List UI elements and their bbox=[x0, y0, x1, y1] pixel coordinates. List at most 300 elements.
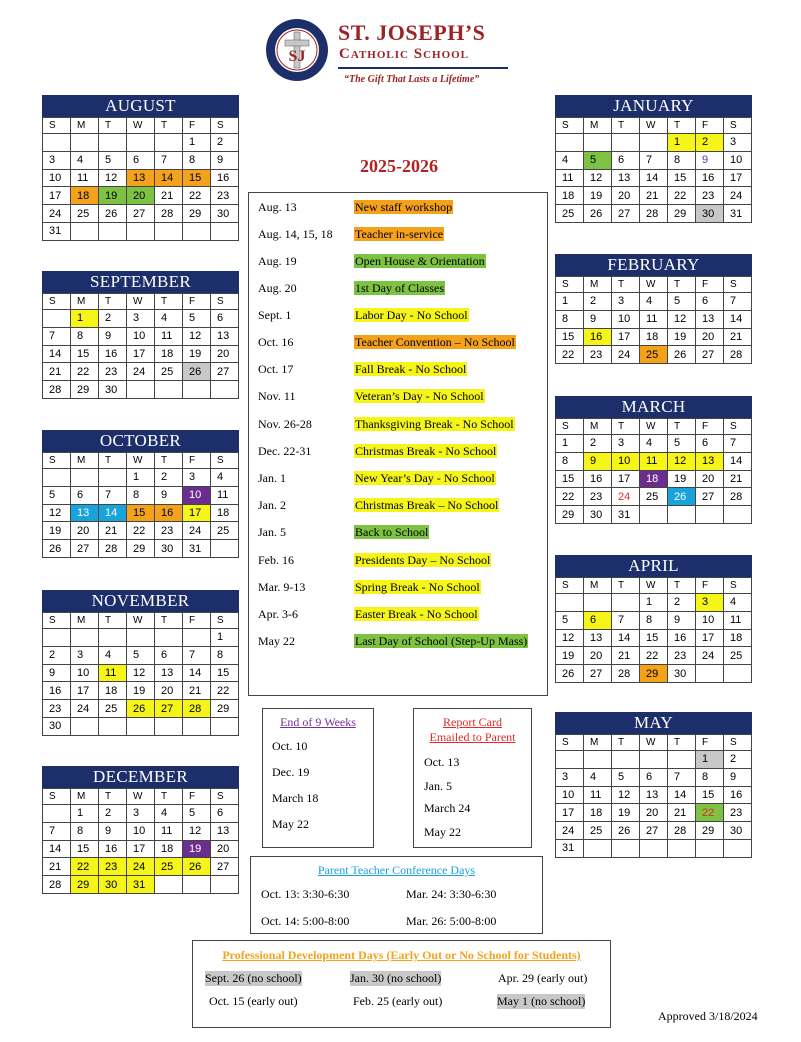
calendar-day: 8 bbox=[211, 646, 239, 664]
calendar-day: 19 bbox=[183, 840, 211, 858]
calendar-day: 25 bbox=[155, 363, 183, 381]
calendar-empty-cell bbox=[99, 469, 127, 487]
calendar-day: 29 bbox=[696, 822, 724, 840]
event-description bbox=[354, 334, 534, 351]
calendar-day: 21 bbox=[640, 187, 668, 205]
event-description bbox=[354, 416, 534, 433]
calendar-day: 3 bbox=[183, 469, 211, 487]
calendar-day: 17 bbox=[183, 504, 211, 522]
calendar-day: 30 bbox=[696, 205, 724, 223]
calendar-day: 3 bbox=[612, 293, 640, 311]
calendar-day: 15 bbox=[127, 504, 155, 522]
calendar-day: 13 bbox=[696, 310, 724, 328]
calendar-day: 25 bbox=[556, 205, 584, 223]
calendar-empty-cell bbox=[640, 751, 668, 769]
calendar-day: 10 bbox=[612, 310, 640, 328]
event-date: Nov. 26-28 bbox=[258, 417, 312, 431]
calendar-empty-cell bbox=[724, 506, 752, 524]
calendar-day: 11 bbox=[584, 786, 612, 804]
weekday-header: S bbox=[556, 735, 584, 751]
calendar-day: 19 bbox=[668, 328, 696, 346]
calendar-day: 31 bbox=[724, 205, 752, 223]
calendar-day: 15 bbox=[668, 169, 696, 187]
calendar-day: 18 bbox=[556, 187, 584, 205]
calendar-day: 26 bbox=[183, 363, 211, 381]
calendar-day: 13 bbox=[696, 452, 724, 470]
calendar-day: 24 bbox=[127, 363, 155, 381]
nine-weeks-date: May 22 bbox=[272, 817, 309, 831]
calendar-day: 3 bbox=[127, 805, 155, 823]
calendar-day: 14 bbox=[155, 169, 183, 187]
calendar-day: 24 bbox=[183, 522, 211, 540]
calendar-day: 8 bbox=[127, 486, 155, 504]
calendar-day: 4 bbox=[640, 435, 668, 453]
school-subtitle: Catholic School bbox=[339, 46, 470, 62]
pd-day: Apr. 29 (early out) bbox=[498, 971, 588, 985]
calendar-day: 12 bbox=[43, 504, 71, 522]
calendar-day: 21 bbox=[43, 363, 71, 381]
calendar-day: 23 bbox=[724, 804, 752, 822]
calendar-day: 12 bbox=[584, 169, 612, 187]
calendar-day: 20 bbox=[696, 328, 724, 346]
calendar-day: 19 bbox=[43, 522, 71, 540]
calendar-day: 27 bbox=[640, 822, 668, 840]
calendar-day: 29 bbox=[640, 665, 668, 683]
calendar-day: 30 bbox=[43, 717, 71, 735]
calendar-empty-cell bbox=[183, 381, 211, 399]
calendar-february bbox=[555, 254, 752, 364]
conference-time: Oct. 14: 5:00-8:00 bbox=[261, 914, 350, 928]
svg-text:SJ: SJ bbox=[288, 48, 306, 65]
calendar-day: 14 bbox=[724, 452, 752, 470]
calendar-day: 11 bbox=[71, 169, 99, 187]
weekday-header: F bbox=[696, 118, 724, 134]
weekday-header: T bbox=[155, 453, 183, 469]
calendar-day: 26 bbox=[584, 205, 612, 223]
calendar-day: 29 bbox=[127, 540, 155, 558]
school-logo bbox=[265, 18, 329, 82]
calendar-day: 30 bbox=[99, 876, 127, 894]
event-description bbox=[354, 307, 534, 324]
event-date: Sept. 1 bbox=[258, 308, 292, 322]
calendar-day: 27 bbox=[211, 858, 239, 876]
calendar-day: 4 bbox=[99, 646, 127, 664]
calendar-day: 2 bbox=[211, 134, 239, 152]
calendar-day: 7 bbox=[640, 151, 668, 169]
calendar-day: 20 bbox=[584, 647, 612, 665]
event-date: Aug. 19 bbox=[258, 254, 297, 268]
calendar-day: 11 bbox=[155, 327, 183, 345]
calendar-day: 12 bbox=[612, 786, 640, 804]
weekday-header: S bbox=[211, 294, 239, 310]
calendar-day: 22 bbox=[183, 187, 211, 205]
calendar-day: 30 bbox=[584, 506, 612, 524]
weekday-header: T bbox=[612, 578, 640, 594]
calendar-day: 28 bbox=[183, 700, 211, 718]
calendar-day: 11 bbox=[640, 452, 668, 470]
calendar-day: 4 bbox=[211, 469, 239, 487]
event-date: Feb. 16 bbox=[258, 553, 294, 567]
calendar-day: 5 bbox=[612, 768, 640, 786]
calendar-day: 2 bbox=[584, 435, 612, 453]
calendar-day: 1 bbox=[556, 293, 584, 311]
weekday-header: F bbox=[183, 789, 211, 805]
calendar-day: 14 bbox=[668, 786, 696, 804]
calendar-day: 9 bbox=[211, 151, 239, 169]
calendar-day: 19 bbox=[612, 804, 640, 822]
calendar-day: 15 bbox=[556, 328, 584, 346]
weekday-header: W bbox=[127, 453, 155, 469]
calendar-day: 4 bbox=[155, 805, 183, 823]
calendar-day: 9 bbox=[43, 664, 71, 682]
calendar-empty-cell bbox=[43, 134, 71, 152]
calendar-day: 15 bbox=[71, 345, 99, 363]
calendar-day: 22 bbox=[71, 858, 99, 876]
calendar-day: 16 bbox=[696, 169, 724, 187]
calendar-empty-cell bbox=[43, 469, 71, 487]
calendar-day: 18 bbox=[724, 629, 752, 647]
calendar-day: 21 bbox=[183, 682, 211, 700]
calendar-day: 9 bbox=[584, 452, 612, 470]
calendar-empty-cell bbox=[211, 717, 239, 735]
calendar-day: 23 bbox=[584, 488, 612, 506]
event-description-text: Christmas Break - No School bbox=[355, 444, 497, 458]
events-list bbox=[248, 192, 548, 696]
calendar-day: 12 bbox=[127, 664, 155, 682]
report-card-title-line2: Emailed to Parent bbox=[429, 730, 516, 744]
calendar-day: 9 bbox=[155, 486, 183, 504]
calendar-day: 9 bbox=[724, 768, 752, 786]
weekday-header: T bbox=[612, 735, 640, 751]
event-description-text: Teacher Convention – No School bbox=[355, 335, 515, 349]
calendar-empty-cell bbox=[584, 839, 612, 857]
calendar-day: 9 bbox=[99, 822, 127, 840]
calendar-day: 24 bbox=[724, 187, 752, 205]
calendar-day: 23 bbox=[99, 858, 127, 876]
calendar-empty-cell bbox=[668, 839, 696, 857]
calendar-day: 3 bbox=[43, 151, 71, 169]
calendar-day: 29 bbox=[183, 205, 211, 223]
calendar-empty-cell bbox=[696, 839, 724, 857]
weekday-header: M bbox=[71, 294, 99, 310]
calendar-empty-cell bbox=[696, 506, 724, 524]
calendar-day: 21 bbox=[668, 804, 696, 822]
calendar-day: 22 bbox=[640, 647, 668, 665]
calendar-day: 10 bbox=[556, 786, 584, 804]
calendar-day: 19 bbox=[584, 187, 612, 205]
conference-time: Mar. 26: 5:00-8:00 bbox=[406, 914, 497, 928]
calendar-empty-cell bbox=[127, 717, 155, 735]
calendar-day: 7 bbox=[612, 611, 640, 629]
weekday-header: W bbox=[127, 294, 155, 310]
calendar-day: 12 bbox=[668, 452, 696, 470]
calendar-day: 2 bbox=[99, 310, 127, 328]
calendar-day: 25 bbox=[211, 522, 239, 540]
calendar-day: 21 bbox=[155, 187, 183, 205]
calendar-empty-cell bbox=[612, 751, 640, 769]
calendar-day: 21 bbox=[724, 470, 752, 488]
calendar-day: 22 bbox=[556, 488, 584, 506]
calendar-day: 18 bbox=[211, 504, 239, 522]
calendar-day: 15 bbox=[183, 169, 211, 187]
calendar-day: 9 bbox=[668, 611, 696, 629]
calendar-day: 1 bbox=[211, 629, 239, 647]
school-year: 2025-2026 bbox=[360, 156, 438, 176]
conference-days-box bbox=[250, 856, 543, 934]
weekday-header: S bbox=[556, 277, 584, 293]
event-description bbox=[354, 280, 534, 297]
calendar-may bbox=[555, 712, 752, 858]
weekday-header: F bbox=[183, 294, 211, 310]
calendar-day: 27 bbox=[612, 205, 640, 223]
calendar-day: 24 bbox=[556, 822, 584, 840]
calendar-day: 1 bbox=[183, 134, 211, 152]
calendar-day: 21 bbox=[43, 858, 71, 876]
calendar-day: 27 bbox=[696, 346, 724, 364]
calendar-empty-cell bbox=[127, 381, 155, 399]
calendar-day: 18 bbox=[640, 470, 668, 488]
calendar-day: 23 bbox=[155, 522, 183, 540]
month-title: MARCH bbox=[555, 396, 752, 418]
calendar-day: 25 bbox=[71, 205, 99, 223]
event-date: Oct. 17 bbox=[258, 362, 294, 376]
calendar-day: 20 bbox=[211, 345, 239, 363]
calendar-day: 4 bbox=[584, 768, 612, 786]
calendar-september bbox=[42, 271, 239, 399]
weekday-header: S bbox=[724, 735, 752, 751]
calendar-day: 8 bbox=[696, 768, 724, 786]
weekday-header: T bbox=[612, 277, 640, 293]
calendar-empty-cell bbox=[211, 876, 239, 894]
calendar-day: 12 bbox=[183, 822, 211, 840]
calendar-empty-cell bbox=[127, 222, 155, 240]
calendar-day: 20 bbox=[71, 522, 99, 540]
month-title: MAY bbox=[555, 712, 752, 734]
calendar-day: 25 bbox=[724, 647, 752, 665]
event-description-text: Veteran’s Day - No School bbox=[355, 389, 484, 403]
calendar-day: 7 bbox=[43, 822, 71, 840]
calendar-day: 3 bbox=[71, 646, 99, 664]
event-description bbox=[354, 199, 534, 216]
professional-development-box bbox=[192, 940, 611, 1028]
weekday-header: T bbox=[668, 735, 696, 751]
calendar-day: 10 bbox=[696, 611, 724, 629]
event-description bbox=[354, 361, 534, 378]
calendar-day: 28 bbox=[668, 822, 696, 840]
weekday-header: F bbox=[183, 613, 211, 629]
calendar-empty-cell bbox=[127, 134, 155, 152]
pd-day: Jan. 30 (no school) bbox=[350, 971, 442, 985]
calendar-day: 13 bbox=[612, 169, 640, 187]
weekday-header: T bbox=[99, 613, 127, 629]
approved-date: Approved 3/18/2024 bbox=[658, 1009, 758, 1023]
calendar-day: 14 bbox=[43, 840, 71, 858]
weekday-header: S bbox=[211, 453, 239, 469]
calendar-april bbox=[555, 555, 752, 683]
calendar-day: 21 bbox=[612, 647, 640, 665]
calendar-day: 23 bbox=[696, 187, 724, 205]
title-rule bbox=[338, 67, 508, 69]
calendar-day: 12 bbox=[99, 169, 127, 187]
calendar-day: 16 bbox=[584, 328, 612, 346]
calendar-day: 9 bbox=[99, 327, 127, 345]
calendar-march bbox=[555, 396, 752, 524]
calendar-day: 18 bbox=[71, 187, 99, 205]
weekday-header: S bbox=[724, 118, 752, 134]
calendar-day: 30 bbox=[99, 381, 127, 399]
calendar-empty-cell bbox=[584, 751, 612, 769]
calendar-day: 30 bbox=[724, 822, 752, 840]
calendar-day: 18 bbox=[640, 328, 668, 346]
calendar-day: 1 bbox=[668, 134, 696, 152]
calendar-empty-cell bbox=[724, 839, 752, 857]
calendar-empty-cell bbox=[211, 222, 239, 240]
calendar-day: 4 bbox=[640, 293, 668, 311]
calendar-day: 3 bbox=[724, 134, 752, 152]
calendar-day: 17 bbox=[127, 840, 155, 858]
weekday-header: S bbox=[724, 578, 752, 594]
calendar-day: 10 bbox=[183, 486, 211, 504]
calendar-day: 15 bbox=[556, 470, 584, 488]
pd-day: Oct. 15 (early out) bbox=[209, 994, 298, 1008]
calendar-day: 1 bbox=[127, 469, 155, 487]
calendar-day: 28 bbox=[99, 540, 127, 558]
weekday-header: T bbox=[668, 277, 696, 293]
weekday-header: F bbox=[183, 453, 211, 469]
weekday-header: W bbox=[640, 578, 668, 594]
calendar-day: 16 bbox=[99, 840, 127, 858]
calendar-empty-cell bbox=[183, 222, 211, 240]
calendar-day: 13 bbox=[640, 786, 668, 804]
calendar-empty-cell bbox=[71, 469, 99, 487]
calendar-day: 26 bbox=[668, 346, 696, 364]
calendar-day: 3 bbox=[696, 594, 724, 612]
calendar-empty-cell bbox=[183, 876, 211, 894]
calendar-day: 1 bbox=[71, 805, 99, 823]
weekday-header: T bbox=[99, 294, 127, 310]
calendar-day: 7 bbox=[155, 151, 183, 169]
event-description-text: Thanksgiving Break - No School bbox=[355, 417, 514, 431]
event-description bbox=[354, 443, 534, 460]
calendar-day: 31 bbox=[556, 839, 584, 857]
weekday-header: S bbox=[556, 578, 584, 594]
calendar-day: 13 bbox=[211, 822, 239, 840]
event-description bbox=[354, 388, 534, 405]
calendar-day: 11 bbox=[155, 822, 183, 840]
weekday-header: S bbox=[43, 294, 71, 310]
event-date: Aug. 13 bbox=[258, 200, 297, 214]
report-card-date: May 22 bbox=[424, 825, 461, 839]
event-description-text: Open House & Orientation bbox=[355, 254, 485, 268]
calendar-day: 16 bbox=[724, 786, 752, 804]
calendar-day: 17 bbox=[724, 169, 752, 187]
weekday-header: T bbox=[155, 789, 183, 805]
calendar-day: 8 bbox=[183, 151, 211, 169]
calendar-empty-cell bbox=[99, 222, 127, 240]
calendar-day: 5 bbox=[99, 151, 127, 169]
weekday-header: M bbox=[584, 277, 612, 293]
calendar-day: 26 bbox=[99, 205, 127, 223]
event-description bbox=[354, 497, 534, 514]
weekday-header: M bbox=[71, 789, 99, 805]
weekday-header: W bbox=[640, 419, 668, 435]
nine-weeks-date: Dec. 19 bbox=[272, 765, 310, 779]
calendar-day: 2 bbox=[696, 134, 724, 152]
event-description-text: Teacher in-service bbox=[355, 227, 444, 241]
calendar-day: 11 bbox=[99, 664, 127, 682]
calendar-day: 17 bbox=[612, 328, 640, 346]
month-title: APRIL bbox=[555, 555, 752, 577]
weekday-header: M bbox=[584, 118, 612, 134]
calendar-day: 15 bbox=[71, 840, 99, 858]
calendar-day: 25 bbox=[584, 822, 612, 840]
event-date: Mar. 9-13 bbox=[258, 580, 306, 594]
calendar-day: 9 bbox=[584, 310, 612, 328]
calendar-empty-cell bbox=[155, 629, 183, 647]
calendar-day: 18 bbox=[155, 840, 183, 858]
event-date: Jan. 1 bbox=[258, 471, 286, 485]
calendar-day: 5 bbox=[183, 310, 211, 328]
calendar-day: 18 bbox=[584, 804, 612, 822]
calendar-day: 6 bbox=[612, 151, 640, 169]
calendar-day: 10 bbox=[612, 452, 640, 470]
calendar-day: 8 bbox=[640, 611, 668, 629]
weekday-header: S bbox=[556, 118, 584, 134]
calendar-day: 26 bbox=[43, 540, 71, 558]
event-description-text: Christmas Break – No School bbox=[355, 498, 499, 512]
event-description-text: Spring Break - No School bbox=[355, 580, 480, 594]
calendar-day: 14 bbox=[612, 629, 640, 647]
calendar-day: 27 bbox=[71, 540, 99, 558]
calendar-empty-cell bbox=[612, 594, 640, 612]
weekday-header: T bbox=[612, 419, 640, 435]
weekday-header: W bbox=[640, 118, 668, 134]
calendar-empty-cell bbox=[71, 222, 99, 240]
calendar-day: 18 bbox=[99, 682, 127, 700]
weekday-header: W bbox=[127, 613, 155, 629]
event-date: Nov. 11 bbox=[258, 389, 296, 403]
calendar-day: 5 bbox=[183, 805, 211, 823]
weekday-header: T bbox=[668, 118, 696, 134]
calendar-day: 20 bbox=[127, 187, 155, 205]
calendar-empty-cell bbox=[99, 717, 127, 735]
calendar-day: 7 bbox=[724, 293, 752, 311]
event-description bbox=[354, 633, 534, 650]
calendar-day: 23 bbox=[211, 187, 239, 205]
calendar-empty-cell bbox=[183, 717, 211, 735]
calendar-day: 10 bbox=[127, 327, 155, 345]
month-title: DECEMBER bbox=[42, 766, 239, 788]
calendar-empty-cell bbox=[556, 594, 584, 612]
calendar-empty-cell bbox=[43, 805, 71, 823]
calendar-empty-cell bbox=[155, 381, 183, 399]
calendar-day: 24 bbox=[43, 205, 71, 223]
weekday-header: F bbox=[696, 419, 724, 435]
calendar-day: 17 bbox=[43, 187, 71, 205]
calendar-day: 19 bbox=[668, 470, 696, 488]
calendar-day: 4 bbox=[71, 151, 99, 169]
calendar-empty-cell bbox=[612, 134, 640, 152]
calendar-day: 6 bbox=[211, 805, 239, 823]
weekday-header: S bbox=[211, 118, 239, 134]
calendar-day: 15 bbox=[211, 664, 239, 682]
weekday-header: W bbox=[127, 789, 155, 805]
calendar-day: 2 bbox=[584, 293, 612, 311]
calendar-day: 16 bbox=[211, 169, 239, 187]
calendar-day: 17 bbox=[556, 804, 584, 822]
nine-weeks-date: March 18 bbox=[272, 791, 319, 805]
event-description bbox=[354, 606, 534, 623]
